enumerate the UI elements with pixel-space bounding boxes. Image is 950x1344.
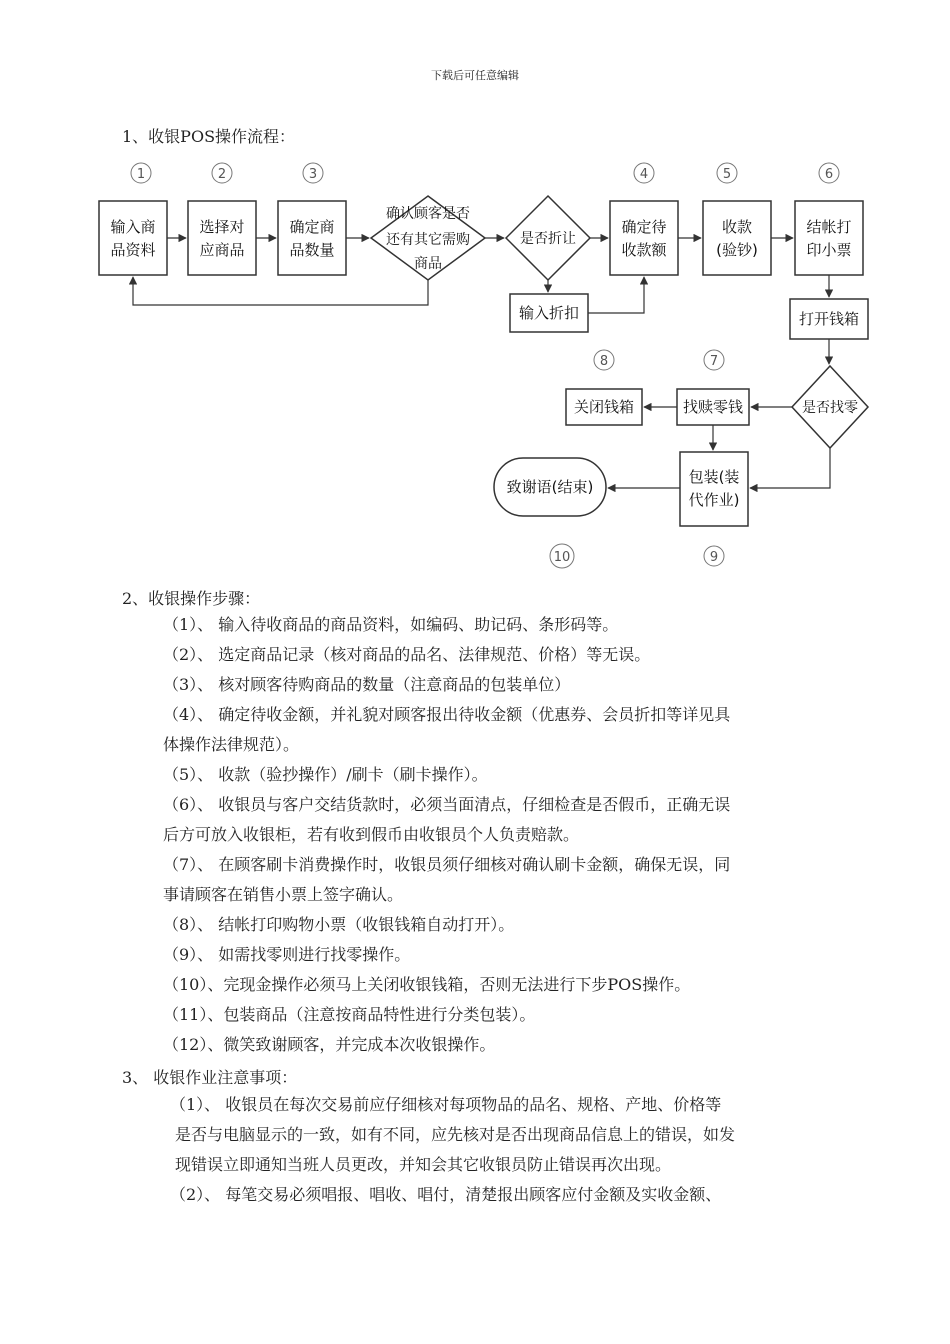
- step-line: （11）、包装商品（注意按商品特性进行分类包装）。: [163, 1005, 536, 1024]
- svg-text:结帐打: 结帐打: [806, 218, 852, 236]
- decision-more-items: [371, 196, 485, 280]
- svg-text:5: 5: [722, 167, 732, 182]
- node-confirm-quantity: [278, 201, 346, 275]
- node-open-drawer: [790, 299, 868, 339]
- svg-text:(验钞): (验钞): [716, 241, 758, 259]
- step-line: 后方可放入收银柜，若有收到假币由收银员个人负责赔款。: [163, 825, 580, 844]
- step-line: （2）、 选定商品记录（核对商品的品名、法律规范、价格）等无误。: [163, 645, 651, 664]
- node-close-drawer: [566, 389, 642, 425]
- svg-text:是否找零: 是否找零: [802, 400, 858, 416]
- node-confirm-amount: [610, 201, 678, 275]
- svg-text:输入商: 输入商: [110, 218, 156, 236]
- note-line: （1）、 收银员在每次交易前应仔细核对每项物品的品名、规格、产地、价格等: [170, 1095, 722, 1114]
- step-line: （7）、 在顾客刷卡消费操作时，收银员须仔细核对确认刷卡金额，确保无误，同: [163, 855, 731, 874]
- svg-text:收款: 收款: [721, 218, 753, 236]
- svg-text:还有其它需购: 还有其它需购: [386, 232, 470, 248]
- svg-text:9: 9: [709, 550, 719, 565]
- header-note: 下载后可任意编辑: [431, 69, 519, 82]
- step-number-1: [131, 163, 151, 183]
- section-1-title: 1、收银POS操作流程：: [122, 127, 296, 146]
- step-line: （8）、 结帐打印购物小票（收银钱箱自动打开）。: [163, 915, 515, 934]
- svg-text:找赎零钱: 找赎零钱: [682, 398, 744, 416]
- svg-text:确认顾客是否: 确认顾客是否: [386, 206, 470, 222]
- step-line: （1）、 输入待收商品的商品资料，如编码、助记码、条形码等。: [163, 615, 619, 634]
- step-number-7: [704, 350, 724, 370]
- step-number-3: [303, 163, 323, 183]
- node-collect-payment: [703, 201, 771, 275]
- svg-text:品数量: 品数量: [289, 241, 335, 259]
- step-number-4: [634, 163, 654, 183]
- step-line: （12）、微笑致谢顾客，并完成本次收银操作。: [163, 1035, 496, 1054]
- step-number-9: [704, 546, 724, 566]
- step-number-8: [594, 350, 614, 370]
- node-select-product: [188, 201, 256, 275]
- node-input-product: [99, 201, 167, 275]
- svg-text:6: 6: [824, 167, 834, 182]
- svg-text:选择对: 选择对: [199, 218, 245, 236]
- svg-text:应商品: 应商品: [199, 241, 245, 259]
- step-line: （9）、 如需找零则进行找零操作。: [163, 945, 411, 964]
- step-line: （5）、 收款（验抄操作）/刷卡（刷卡操作）。: [163, 765, 488, 784]
- node-give-change: [677, 389, 749, 425]
- svg-text:品资料: 品资料: [110, 241, 156, 259]
- svg-text:确定待: 确定待: [621, 218, 667, 236]
- svg-text:收款额: 收款额: [621, 241, 667, 259]
- svg-text:商品: 商品: [414, 256, 442, 272]
- note-line: 是否与电脑显示的一致，如有不同，应先核对是否出现商品信息上的错误，如发: [175, 1125, 736, 1144]
- step-number-6: [819, 163, 839, 183]
- step-number-10: [550, 544, 574, 568]
- step-line: （10）、完现金操作必须马上关闭收银钱箱，否则无法进行下步POS操作。: [163, 975, 691, 994]
- svg-text:4: 4: [639, 167, 649, 182]
- section-3-title: 3、 收银作业注意事项：: [122, 1068, 298, 1087]
- svg-text:2: 2: [217, 167, 227, 182]
- pos-flowchart: [0, 0, 950, 580]
- svg-text:10: 10: [553, 550, 571, 565]
- step-number-2: [212, 163, 232, 183]
- svg-text:8: 8: [599, 354, 609, 369]
- step-line: 事请顾客在销售小票上签字确认。: [163, 885, 404, 904]
- svg-text:7: 7: [709, 354, 719, 369]
- svg-text:包装(装: 包装(装: [688, 468, 740, 486]
- step-number-5: [717, 163, 737, 183]
- step-line: 体操作法律规范）。: [163, 735, 300, 754]
- decision-need-change: [792, 366, 868, 448]
- svg-text:致谢语(结束): 致谢语(结束): [506, 478, 594, 496]
- node-input-discount: [510, 294, 588, 332]
- svg-text:代作业): 代作业): [688, 491, 740, 509]
- svg-text:打开钱箱: 打开钱箱: [798, 310, 860, 328]
- svg-text:是否折让: 是否折让: [520, 231, 576, 247]
- node-packing: [680, 452, 748, 526]
- svg-text:关闭钱箱: 关闭钱箱: [573, 398, 635, 416]
- decision-discount: [506, 196, 590, 280]
- step-line: （6）、 收银员与客户交结货款时，必须当面清点，仔细检查是否假币，正确无误: [163, 795, 731, 814]
- step-line: （4）、 确定待收金额，并礼貌对顾客报出待收金额（优惠券、会员折扣等详见具: [163, 705, 731, 724]
- svg-text:确定商: 确定商: [289, 218, 335, 236]
- node-thanks-end: [494, 458, 606, 516]
- svg-text:1: 1: [136, 167, 146, 182]
- svg-text:印小票: 印小票: [806, 241, 852, 259]
- svg-text:输入折扣: 输入折扣: [518, 304, 580, 322]
- svg-text:3: 3: [308, 167, 318, 182]
- note-line: （2）、 每笔交易必须唱报、唱收、唱付，清楚报出顾客应付金额及实收金额、: [170, 1185, 722, 1204]
- step-line: （3）、 核对顾客待购商品的数量（注意商品的包装单位）: [163, 675, 571, 694]
- node-print-receipt: [795, 201, 863, 275]
- note-line: 现错误立即通知当班人员更改，并知会其它收银员防止错误再次出现。: [175, 1155, 672, 1174]
- section-2-title: 2、收银操作步骤：: [122, 589, 261, 608]
